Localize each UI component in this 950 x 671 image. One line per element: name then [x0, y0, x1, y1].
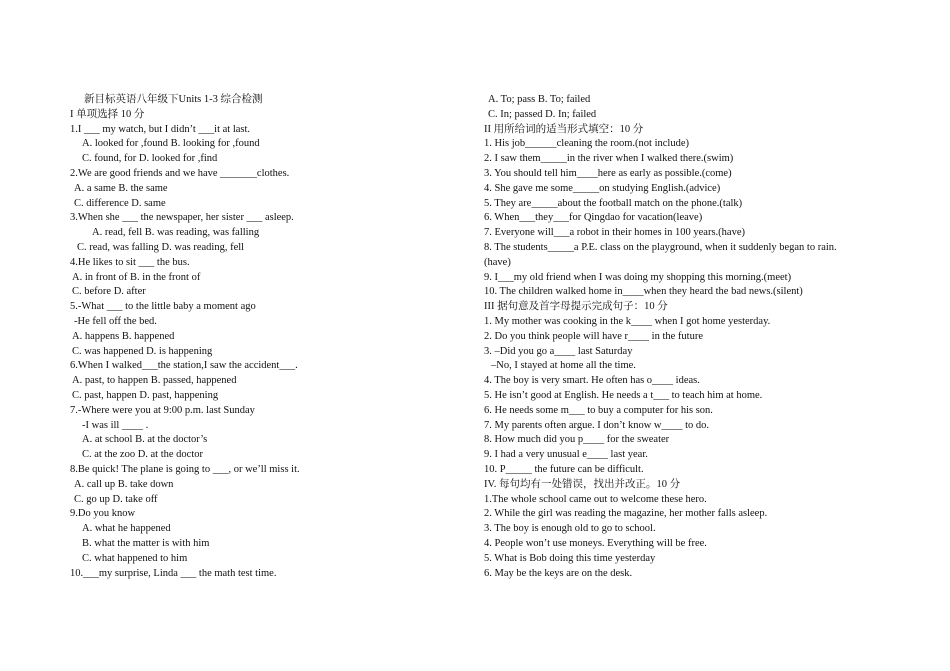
right-column	[484, 93, 884, 581]
document-line: III 据句意及首字母提示完成句子：10 分	[484, 301, 668, 313]
document-line: 4. The boy is very smart. He often has o____ ideas.	[484, 375, 700, 387]
left-column	[70, 93, 450, 581]
document-line: 4. She gave me some_____on studying English.(advice)	[484, 182, 721, 194]
document-line: 8.Be quick! The plane is going to ___, or we’ll miss it.	[70, 463, 300, 475]
document-line: 5. They are_____about the football match on the phone.(talk)	[484, 197, 743, 209]
document-line: 5.-What ___ to the little baby a moment ago	[70, 301, 256, 313]
document-line: I 单项选择 10 分	[70, 108, 145, 120]
document-line: C. found, for D. looked for ,find	[82, 153, 218, 165]
document-line: 2. While the girl was reading the magazine, her mother falls asleep.	[484, 508, 768, 520]
document-line: 5. What is Bob doing this time yesterday	[484, 552, 656, 564]
document-line: 1. My mother was cooking in the k____ when I got home yesterday.	[484, 315, 771, 327]
document-line: (have)	[484, 256, 511, 268]
document-line: 3. You should tell him____here as early as possible.(come)	[484, 167, 732, 179]
document-line: 7. My parents often argue. I don’t know w____ to do.	[484, 419, 710, 431]
document-line: 2.We are good friends and we have _______clothes.	[70, 167, 290, 179]
document-line: A. at school B. at the doctor’s	[82, 434, 208, 446]
document-line: A. a same B. the same	[74, 182, 168, 194]
document-line: 7.-Where were you at 9:00 p.m. last Sunday	[70, 404, 255, 416]
document-line: 4. People won’t use moneys. Everything will be free.	[484, 537, 707, 549]
document-line: 6. When___they___for Qingdao for vacation(leave)	[484, 212, 703, 224]
document-line: 2. I saw them_____in the river when I walked there.(swim)	[484, 153, 734, 165]
document-line: A. call up B. take down	[74, 478, 174, 490]
document-line: A. looked for ,found B. looking for ,found	[82, 138, 260, 150]
document-line: 10.___my surprise, Linda ___ the math test time.	[70, 567, 277, 579]
document-line: 9.Do you know	[70, 508, 136, 520]
document-line: C. difference D. same	[74, 197, 166, 209]
document-line: B. what the matter is with him	[82, 537, 210, 549]
document-line: 10. The children walked home in____when they heard the bad news.(silent)	[484, 286, 803, 298]
document-line: 9. I had a very unusual e____ last year.	[484, 449, 648, 461]
document-line: 6.When I walked___the station,I saw the accident___.	[70, 360, 298, 372]
document-line: C. past, happen D. past, happening	[72, 389, 219, 401]
document-line: II 用所给词的适当形式填空：10 分	[484, 123, 644, 135]
document-line: A. happens B. happened	[72, 330, 175, 342]
document-line: –No, I stayed at home all the time.	[491, 360, 636, 372]
document-line: C. In; passed D. In; failed	[488, 108, 597, 120]
document-line: 9. I___my old friend when I was doing my shopping this morning.(meet)	[484, 271, 792, 283]
document-line: 1.I ___ my watch, but I didn’t ___it at last.	[70, 123, 251, 135]
document-line: 8. How much did you p____ for the sweater	[484, 434, 670, 446]
document-line: -He fell off the bed.	[74, 315, 157, 327]
document-line: C. what happened to him	[82, 552, 188, 564]
document-line: 3.When she ___ the newspaper, her sister ___ asleep.	[70, 212, 294, 224]
document-line: A. read, fell B. was reading, was falling	[92, 227, 260, 239]
document-line: 新目标英语八年级下Units 1-3 综合检测	[84, 94, 263, 105]
document-line: 7. Everyone will___a robot in their homes in 100 years.(have)	[484, 227, 745, 239]
document-line: 3. The boy is enough old to go to school.	[484, 523, 656, 535]
document-line: 10. P_____ the future can be difficult.	[484, 463, 644, 475]
document-line: A. in front of B. in the front of	[72, 271, 201, 283]
document-line: 5. He isn’t good at English. He needs a t___ to teach him at home.	[484, 389, 763, 401]
document-line: 6. May be the keys are on the desk.	[484, 567, 633, 579]
document-line: 2. Do you think people will have r____ in the future	[484, 330, 703, 342]
document-line: A. To; pass B. To; failed	[488, 94, 591, 105]
document-line: IV. 每句均有一处错误，找出并改正。10 分	[484, 478, 681, 490]
document-line: 4.He likes to sit ___ the bus.	[70, 256, 190, 268]
document-line: 8. The students_____a P.E. class on the playground, when it suddenly began to rain.	[484, 241, 837, 253]
document-line: 6. He needs some m___ to buy a computer for his son.	[484, 404, 713, 416]
document-line: C. read, was falling D. was reading, fell	[77, 241, 245, 253]
document-line: A. what he happened	[82, 523, 171, 535]
document-line: C. at the zoo D. at the doctor	[82, 449, 204, 461]
document-line: C. was happened D. is happening	[72, 345, 213, 357]
document-line: -I was ill ____ .	[82, 419, 149, 431]
document-line: A. past, to happen B. passed, happened	[72, 375, 237, 387]
document-line: C. go up D. take off	[74, 493, 158, 505]
document-line: 1. His job______cleaning the room.(not include)	[484, 138, 690, 150]
document-line: 1.The whole school came out to welcome these hero.	[484, 493, 707, 505]
document-line: 3. –Did you go a____ last Saturday	[484, 345, 633, 357]
document-line: C. before D. after	[72, 286, 146, 298]
